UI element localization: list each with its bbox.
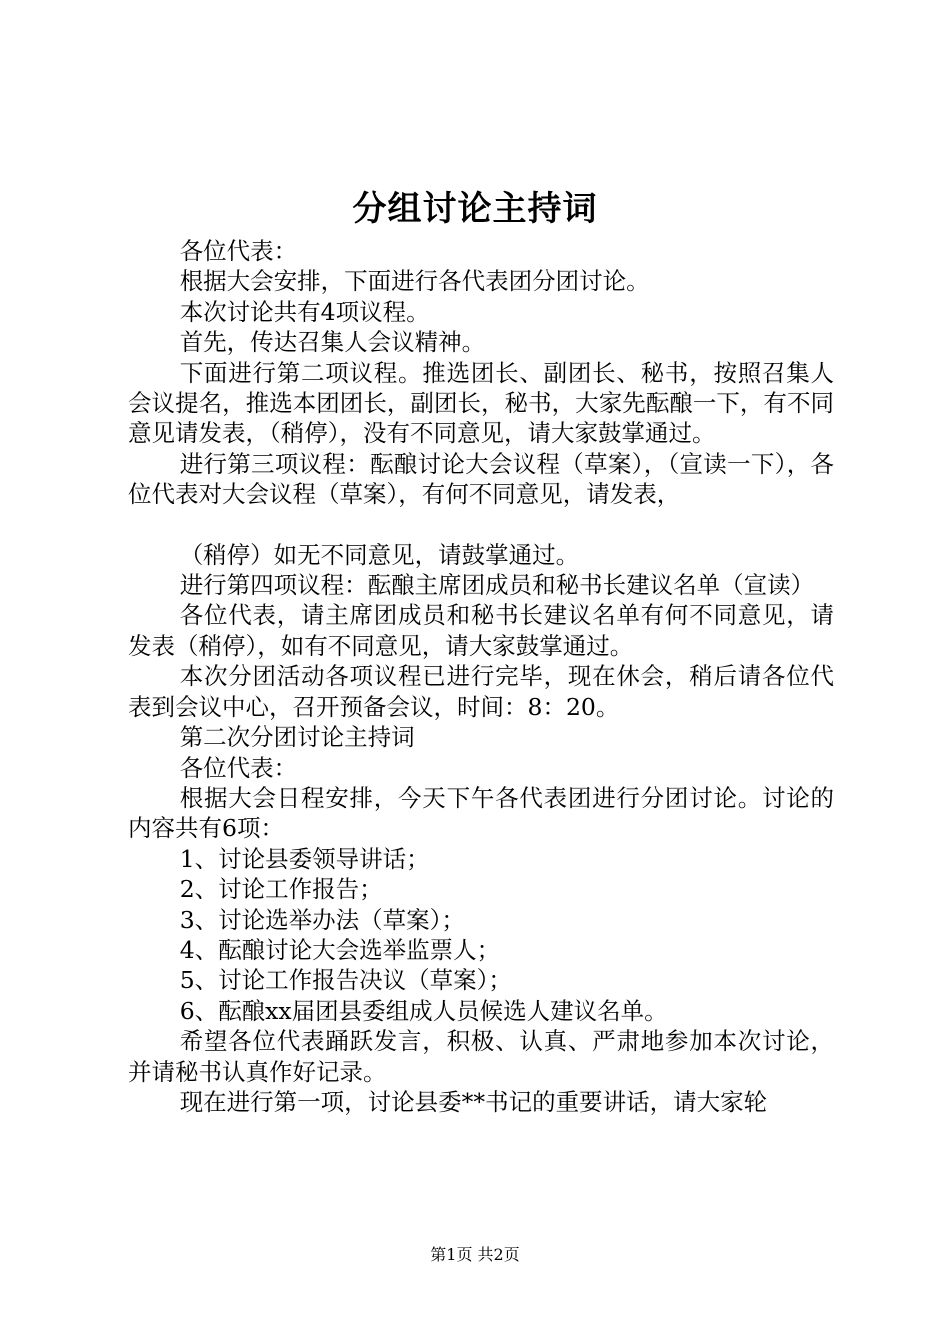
- document-body: [128, 236, 834, 1117]
- section-heading: 第二次分团讨论主持词: [179, 723, 415, 752]
- list-item: 4、酝酿讨论大会选举监票人；: [179, 935, 501, 964]
- paragraph: 本次讨论共有4项议程。: [179, 297, 430, 326]
- paragraph: 根据大会日程安排，今天下午各代表团进行分团讨论。讨论的内容共有6项：: [128, 783, 834, 843]
- paragraph: （稍停）如无不同意见，请鼓掌通过。: [179, 540, 580, 569]
- paragraph: 现在进行第一项，讨论县委**书记的重要讲话，请大家轮: [179, 1087, 768, 1116]
- paragraph: 进行第三项议程：酝酿讨论大会议程（草案），（宣读一下），各位代表对大会议程（草案），有何不同意见，请发表，: [128, 449, 834, 509]
- paragraph: 进行第四项议程：酝酿主席团成员和秘书长建议名单（宣读）: [179, 571, 815, 600]
- paragraph: 首先，传达召集人会议精神。: [179, 328, 486, 357]
- list-item: 1、讨论县委领导讲话；: [179, 844, 430, 873]
- list-item: 6、酝酿xx届团县委组成人员候选人建议名单。: [179, 996, 668, 1025]
- paragraph: 根据大会安排，下面进行各代表团分团讨论。: [179, 267, 650, 296]
- paragraph: 各位代表：: [179, 753, 298, 782]
- paragraph: 各位代表：: [179, 237, 298, 265]
- paragraph: 各位代表，请主席团成员和秘书长建议名单有何不同意见，请发表（稍停），如有不同意见，请大家鼓掌通过。: [128, 601, 834, 660]
- paragraph: 本次分团活动各项议程已进行完毕，现在休会，稍后请各位代表到会议中心，召开预备会议，时间：8：20。: [128, 662, 834, 721]
- list-item: 2、讨论工作报告；: [179, 875, 383, 904]
- document-title: 分组讨论主持词: [352, 189, 598, 229]
- paragraph: 下面进行第二项议程。推选团长、副团长、秘书，按照召集人会议提名，推选本团团长，副团长，秘书，大家先酝酿一下，有不同意见请发表，（稍停），没有不同意见，请大家鼓掌通过。: [128, 358, 834, 448]
- list-item: 3、讨论选举办法（草案）；: [179, 905, 465, 934]
- paragraph: 希望各位代表踊跃发言，积极、认真、严肃地参加本次讨论，并请秘书认真作好记录。: [128, 1027, 834, 1086]
- page-footer: 第1页 共2页: [430, 1245, 520, 1264]
- list-item: 5、讨论工作报告决议（草案）；: [179, 966, 512, 995]
